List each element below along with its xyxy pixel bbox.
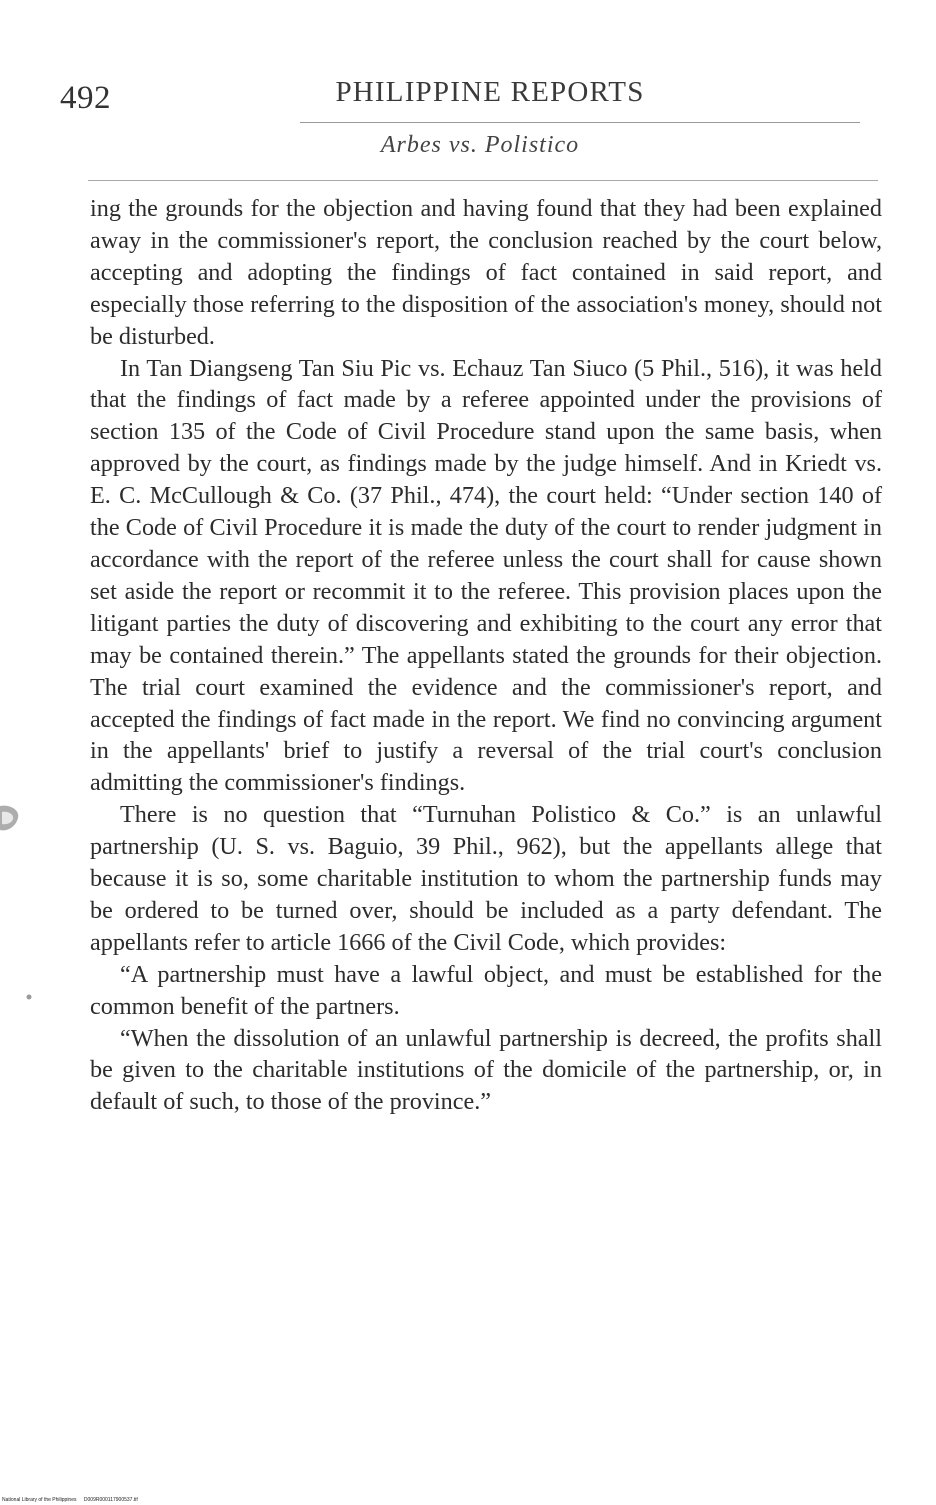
margin-speck	[26, 994, 32, 1000]
binding-clip-mark	[0, 802, 22, 834]
body-text	[90, 193, 882, 1118]
scan-footer	[2, 1497, 138, 1503]
paragraph-unlawful-partnership: There is no question that “Turnuhan Polistico & Co.” is an unlawful partnership (U. S. vs. Baguio, 39 Phil., 962), but the appellants allege that because it is so, some charitable institution to whom the partnership funds may be ordered to be turned over, should be included as a party defendant. The appellants refer to article 1666 of the Civil Code, which provides:	[90, 801, 882, 956]
paragraph-referee-findings: In Tan Diangseng Tan Siu Pic vs. Echauz Tan Siuco (5 Phil., 516), it was held that the findings of fact made by a referee appointed under the provisions of section 135 of the Code of Civil Procedure stand upon the same basis, when approved by the court, as findings made by the judge himself. And in Kriedt vs. E. C. McCullough & Co. (37 Phil., 474), the court held: “Under section 140 of the Code of Civil Procedure it is made the duty of the court to render judgment in accordance with the report of the referee unless the court shall for cause shown set aside the report or recommit it to the referee. This provision places upon the litigant parties the duty of discovering and exhibiting to the court any error that may be contained therein.” The appellants stated the grounds for their objection. The trial court examined the evidence and the commissioner's report, and accepted the findings of fact made in the report. We find no convincing argument in the appellants' brief to justify a reversal of the trial court's conclusion admitting the commissioner's findings.	[90, 354, 882, 797]
paragraph-continuation: ing the grounds for the objection and having found that they had been explained away in the commissioner's report, the conclusion reached by the court below, accepting and adopting the findings of fact contained in said report, and especially those referring to the disposition of the association's money, should not be disturbed.	[90, 195, 882, 350]
page-number: 492	[60, 80, 111, 116]
quote-dissolution: “When the dissolution of an unlawful partnership is decreed, the profits shall be given to the charitable institutions of the domicile of the partnership, or, in default of such, to those of the province.”	[90, 1024, 882, 1116]
header-rule-top	[300, 122, 860, 123]
footer-source: National Library of the Philippines	[2, 1497, 77, 1503]
header-rule-bottom	[88, 180, 878, 181]
quote-lawful-object: “A partnership must have a lawful object, and must be established for the common benefit of the partners.	[90, 960, 882, 1020]
running-head: PHILIPPINE REPORTS	[335, 76, 645, 108]
case-title: Arbes vs. Polistico	[380, 132, 580, 158]
footer-code: D009R000117900537.tif	[83, 1497, 138, 1503]
